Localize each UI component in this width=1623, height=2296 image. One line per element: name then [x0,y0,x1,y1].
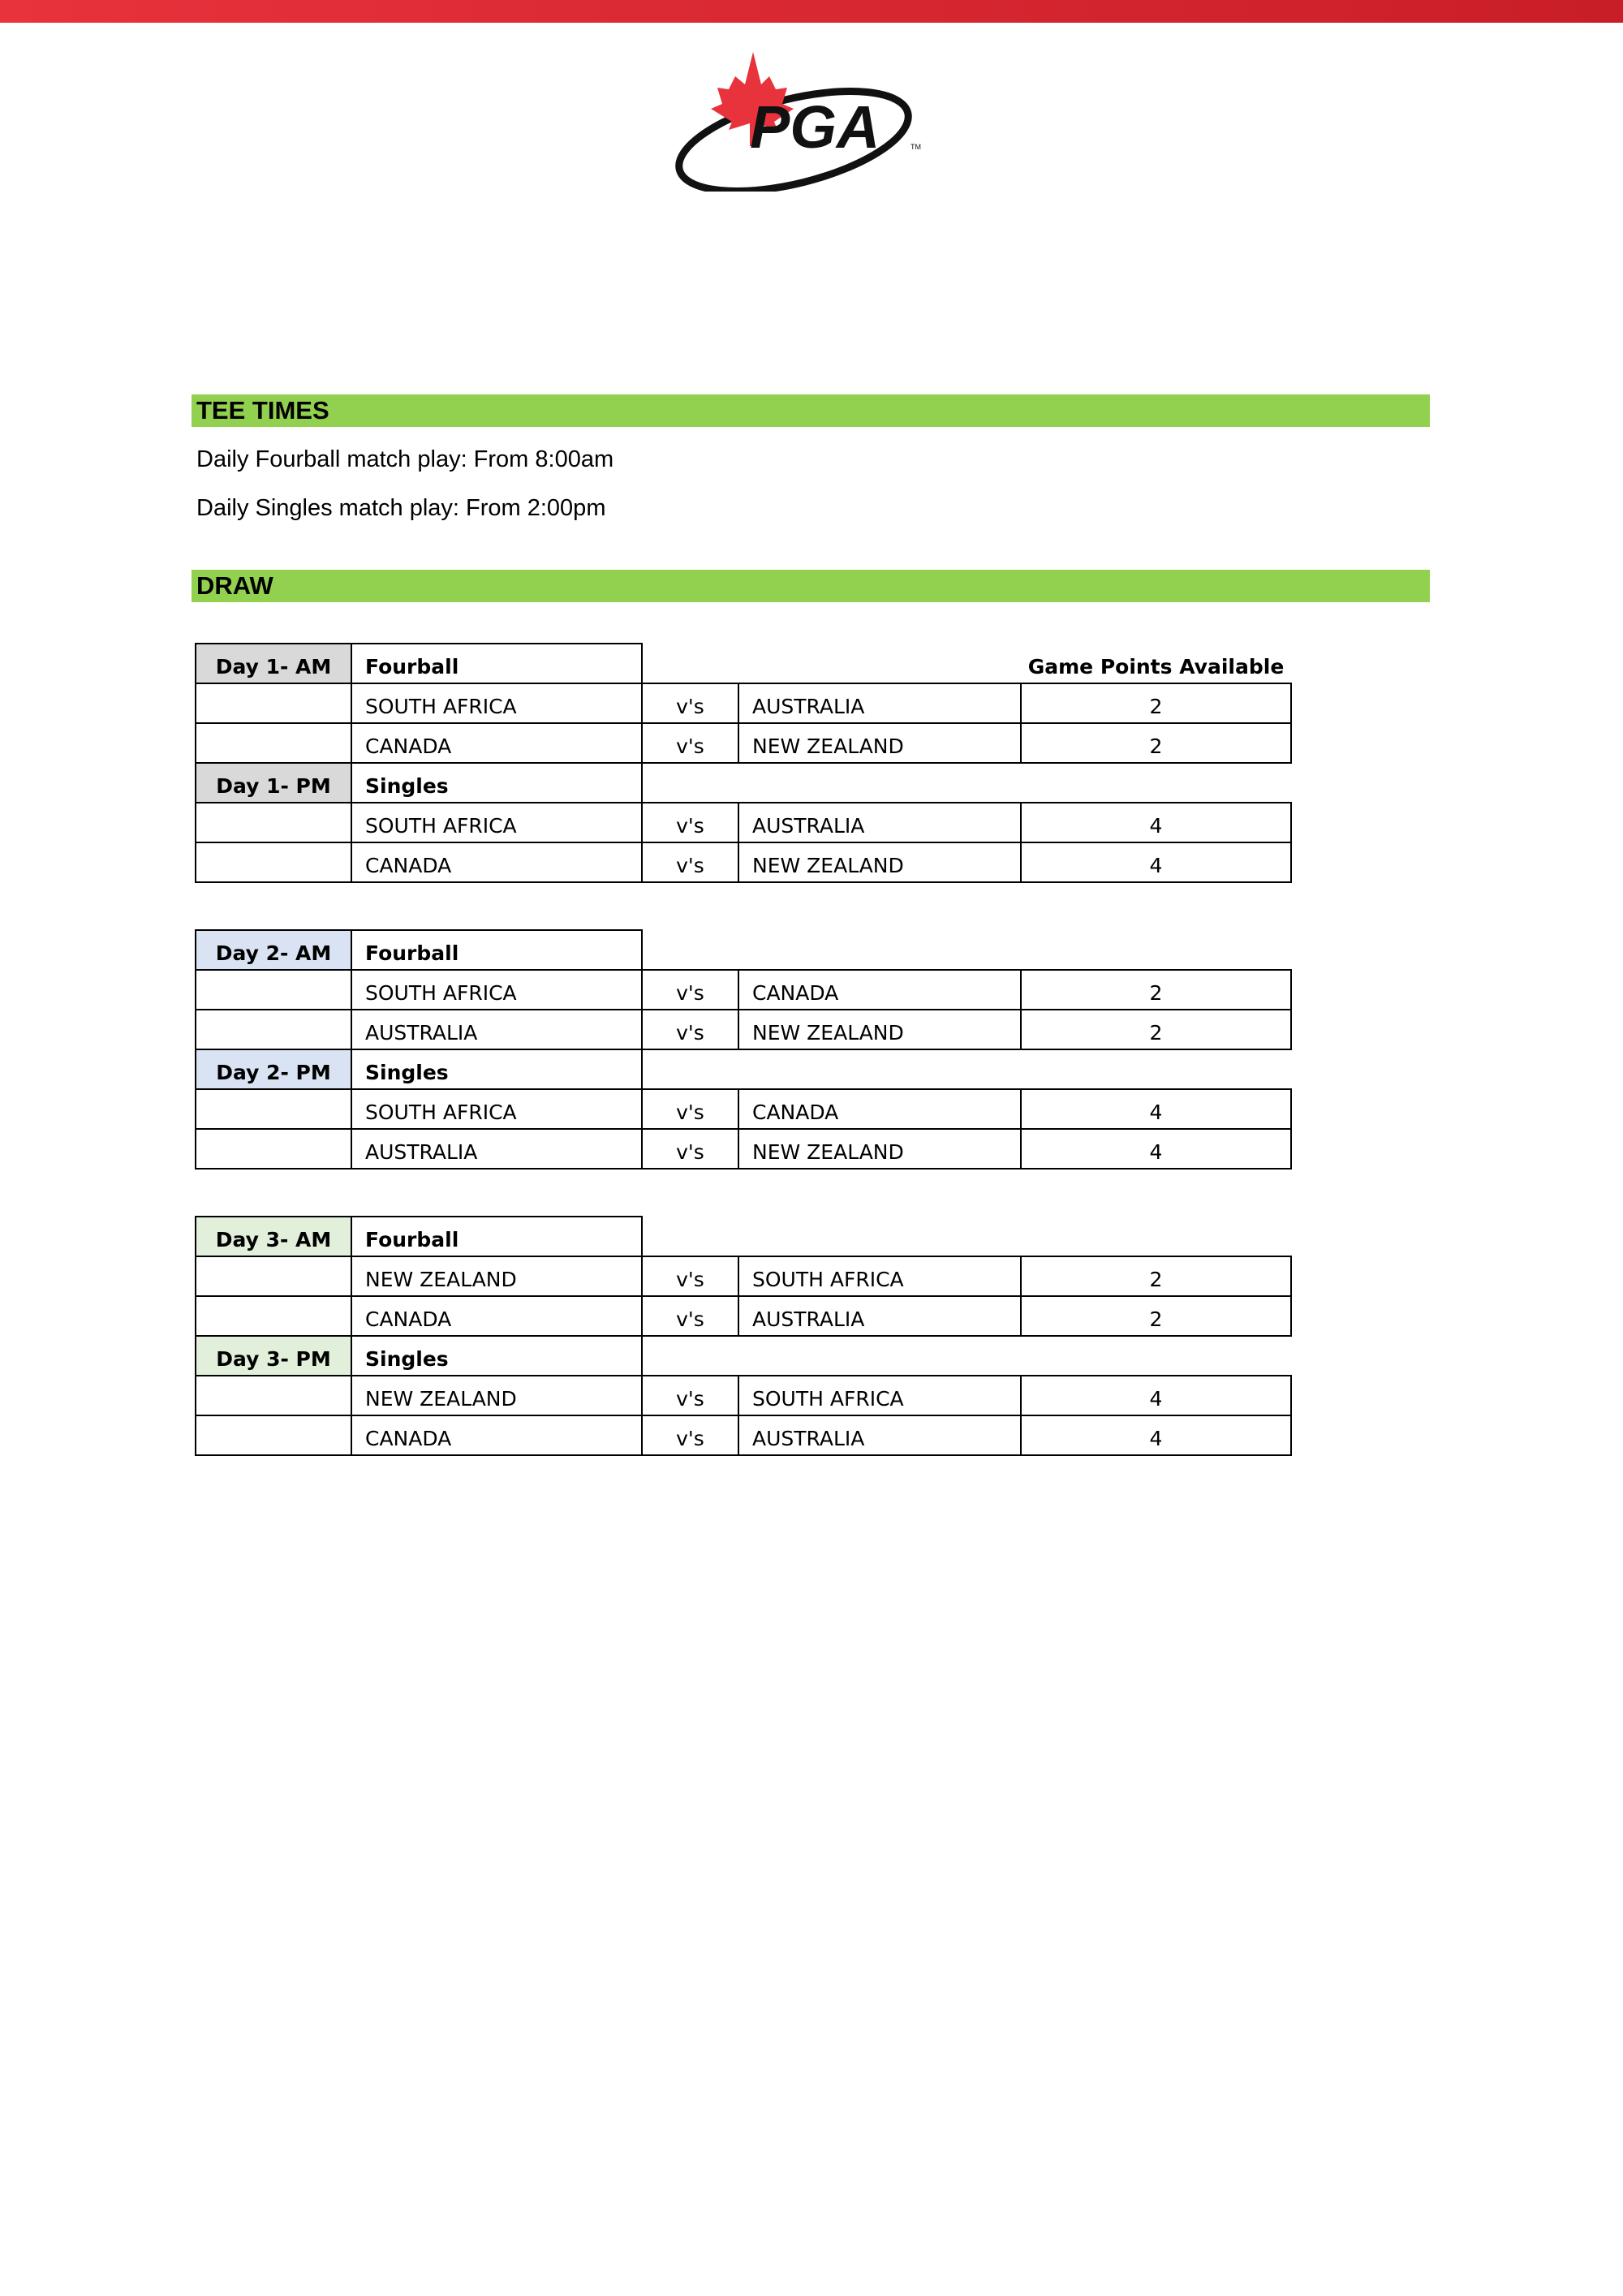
spacer-cell [642,644,738,683]
away-team: SOUTH AFRICA [738,1376,1021,1415]
away-team: AUSTRALIA [738,683,1021,723]
home-team: CANADA [351,842,642,882]
away-team: NEW ZEALAND [738,1129,1021,1169]
empty-cell [196,723,351,763]
away-team: AUSTRALIA [738,1296,1021,1336]
home-team: NEW ZEALAND [351,1256,642,1296]
empty-cell [196,803,351,842]
home-team: CANADA [351,1296,642,1336]
versus-label: v's [642,1129,738,1169]
home-team: SOUTH AFRICA [351,970,642,1010]
home-team: SOUTH AFRICA [351,683,642,723]
draw-table-day-3 [195,1216,1292,1456]
spacer-cell [738,1049,1021,1089]
versus-label: v's [642,723,738,763]
game-points: 2 [1021,1296,1291,1336]
day-session-label: Day 1- AM [196,644,351,683]
points-header [1021,930,1291,970]
game-points: 4 [1021,1129,1291,1169]
day-session-label: Day 3- PM [196,1336,351,1376]
game-points: 2 [1021,723,1291,763]
match-row [196,1415,1291,1455]
home-team: AUSTRALIA [351,1129,642,1169]
spacer-cell [738,930,1021,970]
match-format-label: Fourball [351,644,642,683]
away-team: AUSTRALIA [738,1415,1021,1455]
spacer-cell [642,763,738,803]
game-points: 4 [1021,1415,1291,1455]
match-row [196,1376,1291,1415]
singles-tee-time: Daily Singles match play: From 2:00pm [196,495,606,521]
away-team: NEW ZEALAND [738,842,1021,882]
game-points: 4 [1021,803,1291,842]
versus-label: v's [642,1415,738,1455]
points-header [1021,763,1291,803]
empty-cell [196,970,351,1010]
game-points: 2 [1021,1010,1291,1049]
empty-cell [196,1129,351,1169]
session-header-row [196,644,1291,683]
spacer-cell [642,1217,738,1256]
away-team: CANADA [738,970,1021,1010]
versus-label: v's [642,1256,738,1296]
game-points: 2 [1021,970,1291,1010]
home-team: CANADA [351,723,642,763]
home-team: AUSTRALIA [351,1010,642,1049]
versus-label: v's [642,1376,738,1415]
empty-cell [196,1415,351,1455]
points-header [1021,1336,1291,1376]
session-header-row [196,1049,1291,1089]
day-session-label: Day 1- PM [196,763,351,803]
spacer-cell [738,1336,1021,1376]
match-row [196,1296,1291,1336]
match-row [196,683,1291,723]
match-format-label: Singles [351,1336,642,1376]
away-team: SOUTH AFRICA [738,1256,1021,1296]
day-session-label: Day 2- PM [196,1049,351,1089]
pga-logo [672,52,923,192]
game-points: 4 [1021,1089,1291,1129]
draw-heading: DRAW [192,570,1430,602]
match-row [196,970,1291,1010]
day-session-label: Day 2- AM [196,930,351,970]
game-points: 2 [1021,683,1291,723]
match-row [196,723,1291,763]
away-team: CANADA [738,1089,1021,1129]
match-row [196,803,1291,842]
draw-table-day-2 [195,929,1292,1170]
home-team: CANADA [351,1415,642,1455]
empty-cell [196,1296,351,1336]
versus-label: v's [642,1296,738,1336]
session-header-row [196,1217,1291,1256]
match-row [196,1129,1291,1169]
spacer-cell [738,763,1021,803]
spacer-cell [642,1049,738,1089]
empty-cell [196,1010,351,1049]
away-team: AUSTRALIA [738,803,1021,842]
empty-cell [196,1256,351,1296]
day-session-label: Day 3- AM [196,1217,351,1256]
versus-label: v's [642,1089,738,1129]
svg-text:PGA: PGA [750,93,880,161]
game-points: 4 [1021,1376,1291,1415]
top-accent-bar [0,0,1623,23]
versus-label: v's [642,970,738,1010]
versus-label: v's [642,803,738,842]
away-team: NEW ZEALAND [738,1010,1021,1049]
session-header-row [196,1336,1291,1376]
tee-times-heading: TEE TIMES [192,394,1430,427]
spacer-cell [642,930,738,970]
fourball-tee-time: Daily Fourball match play: From 8:00am [196,446,614,472]
match-row [196,1010,1291,1049]
match-format-label: Fourball [351,1217,642,1256]
home-team: SOUTH AFRICA [351,803,642,842]
match-row [196,842,1291,882]
match-format-label: Fourball [351,930,642,970]
spacer-cell [738,1217,1021,1256]
home-team: SOUTH AFRICA [351,1089,642,1129]
empty-cell [196,1089,351,1129]
svg-text:TM: TM [911,143,921,151]
empty-cell [196,1376,351,1415]
home-team: NEW ZEALAND [351,1376,642,1415]
spacer-cell [642,1336,738,1376]
points-header: Game Points Available [1027,655,1285,678]
game-points: 4 [1021,842,1291,882]
empty-cell [196,842,351,882]
match-format-label: Singles [351,763,642,803]
versus-label: v's [642,683,738,723]
session-header-row [196,763,1291,803]
versus-label: v's [642,1010,738,1049]
game-points: 2 [1021,1256,1291,1296]
match-row [196,1256,1291,1296]
match-format-label: Singles [351,1049,642,1089]
draw-table-day-1 [195,643,1292,883]
points-header [1021,1049,1291,1089]
match-row [196,1089,1291,1129]
away-team: NEW ZEALAND [738,723,1021,763]
spacer-cell [738,644,1021,683]
session-header-row [196,930,1291,970]
empty-cell [196,683,351,723]
points-header [1021,1217,1291,1256]
versus-label: v's [642,842,738,882]
